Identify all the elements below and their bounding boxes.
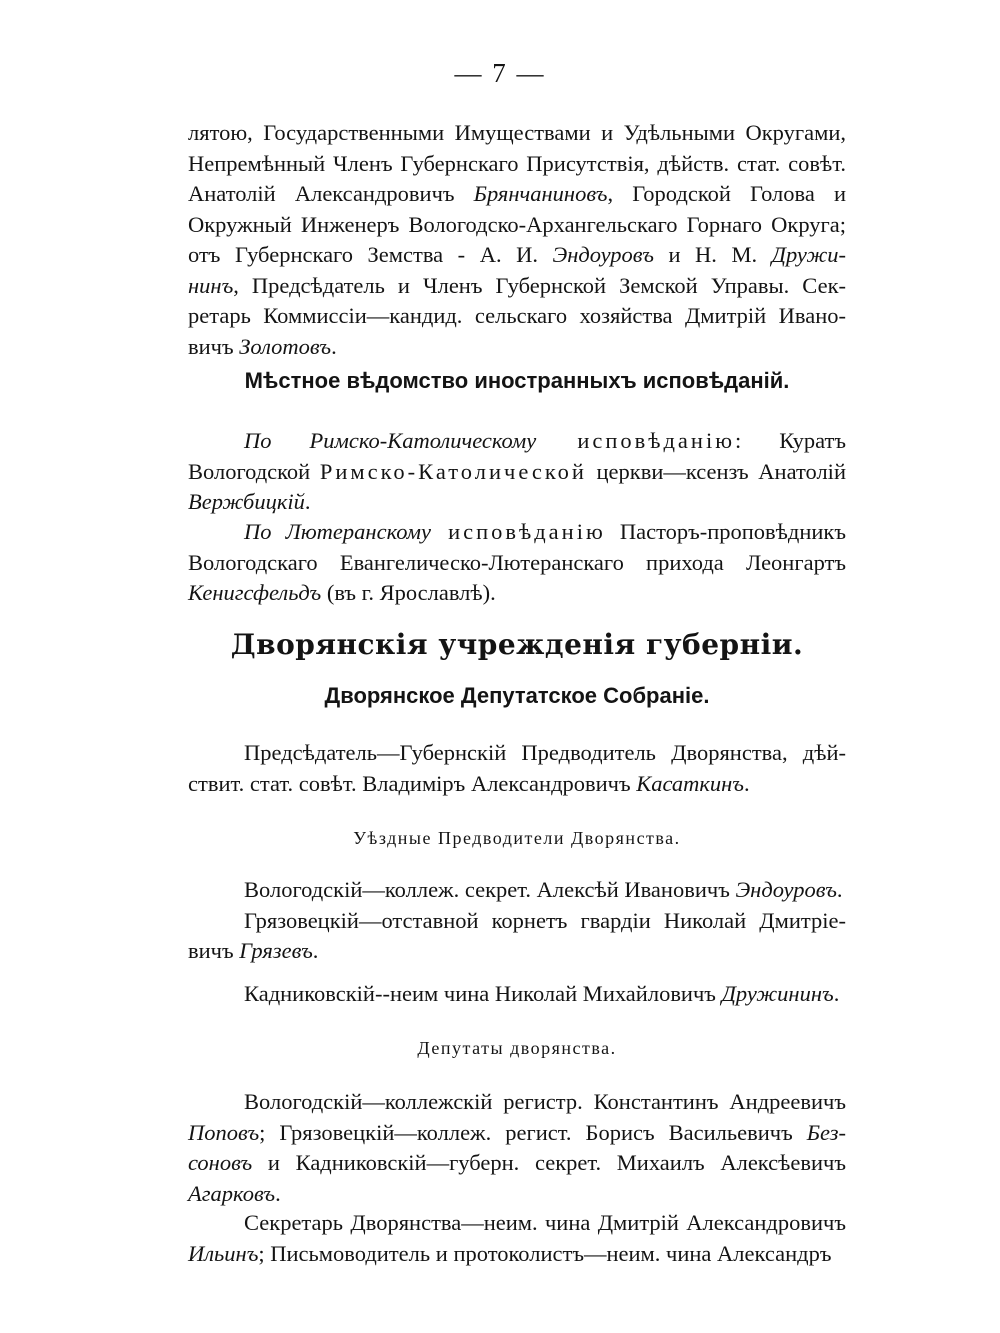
text-line: лятою, Государственными Имуществами и Удѣльными Округами, <box>188 120 846 145</box>
text-span: Пасторъ-проповѣдникъ Вологодскаго Евангелическо-Лютеранскаго прихода Леонгартъ <box>188 519 846 575</box>
text-line: . <box>331 333 337 359</box>
text-span: Кадниковскій--неим чина Николай Михайловичъ <box>244 980 722 1006</box>
page-number: — 7 — <box>454 58 546 88</box>
deputies-paragraph <box>188 1087 846 1209</box>
text-span: Грязовецкій—отставной корнетъ гвардіи Николай Дмитріе-вичъ <box>188 907 846 963</box>
text-span: ; Грязовецкій—коллеж. регист. Борисъ Васильевичъ <box>259 1119 807 1145</box>
surname: нинъ <box>188 272 234 298</box>
text-span: Предсѣдатель—Губернскій Предводитель Дворянства, дѣй-ствит. стат. совѣт. Владиміръ Александровичъ <box>188 740 846 796</box>
chairman-paragraph <box>188 738 846 799</box>
lutheran-paragraph <box>188 517 846 609</box>
text-span: : Куратъ Вологодской <box>188 428 846 484</box>
text-span: . <box>312 938 319 963</box>
text-span: . <box>275 1180 281 1206</box>
text-span: исповѣданію <box>536 428 736 453</box>
marshals-list <box>188 875 846 1009</box>
text-line: Анатолій Александровичъ <box>188 181 474 206</box>
text-span: церкви—ксензъ Анатолій <box>586 458 846 484</box>
text-line: отъ Губернскаго Земства - А. И. <box>188 242 553 267</box>
surname: Дружи- <box>771 242 846 267</box>
list-item <box>188 906 846 967</box>
catholic-paragraph <box>188 426 846 518</box>
surname: Агарковъ <box>188 1180 276 1206</box>
text-span: (въ г. Ярославлѣ). <box>321 580 496 605</box>
surname: Без- <box>806 1119 846 1145</box>
surname: Вержбицкій <box>188 489 305 514</box>
text-span: . <box>836 877 843 902</box>
confession-name: По Лютеранскому <box>244 519 431 544</box>
section-heading-nobility-institutions: Дворянскія учрежденія губерніи. <box>230 628 804 661</box>
text-line: Непремѣнный Членъ Губернскаго Присутствія, дѣйств. стат. совѣт. <box>188 150 846 176</box>
list-item <box>188 875 846 906</box>
section-heading-deputy-assembly: Дворянское Депутатское Собраніе. <box>324 683 710 708</box>
text-line: и Н. М. <box>653 242 772 267</box>
surname: Эндоуровъ <box>552 242 654 267</box>
surname: Золотовъ <box>239 333 332 359</box>
surname: Кенигсфельдъ <box>188 580 322 605</box>
section-heading-deputies: Депутаты дворянства. <box>417 1038 617 1058</box>
surname: Касаткинъ <box>636 770 744 796</box>
text-span: и Кадниковскій—губерн. секрет. Михаилъ Алексѣевичъ <box>252 1150 846 1175</box>
confession-name: По Римско-Католическому <box>244 428 537 453</box>
surname: Дружининъ <box>721 980 834 1006</box>
text-line: , Городской Голова и <box>607 181 846 206</box>
surname: Ильинъ <box>188 1240 259 1266</box>
text-span: Римско-Католической <box>319 458 587 484</box>
text-span: Секретарь Дворянства—неим. чина Дмитрій Александровичъ <box>244 1210 846 1235</box>
section-heading-foreign-confessions: Мѣстное вѣдомство иностранныхъ исповѣданій. <box>244 368 790 393</box>
text-line: Окружный Инженеръ Вологодско-Архангельскаго Горнаго Округа; <box>188 211 846 237</box>
surname: Брянчаниновъ <box>473 181 608 206</box>
list-item <box>188 979 846 1010</box>
text-span: . <box>743 770 750 796</box>
surname: Грязевъ <box>239 938 313 963</box>
secretary-paragraph <box>188 1208 846 1269</box>
surname: Поповъ <box>188 1119 260 1145</box>
text-line: , Предсѣдатель и Членъ Губернской Земской Управы. Сек- <box>233 272 846 298</box>
text-span: ; Письмоводитель и протоколистъ—неим. чина Александръ <box>258 1240 832 1266</box>
text-line: вичъ <box>188 333 240 359</box>
text-span: . <box>833 980 840 1006</box>
commission-paragraph <box>188 118 846 362</box>
surname: Эндоуровъ <box>735 877 837 902</box>
surname: соновъ <box>188 1150 253 1175</box>
text-span: . <box>304 489 311 514</box>
text-line: ретарь Коммиссіи—кандид. сельскаго хозяйства Дмитрій Ивано- <box>188 303 846 328</box>
text-span: исповѣданію <box>430 519 606 544</box>
text-span: Вологодскій—коллеж. секрет. Алексѣй Ивановичъ <box>244 877 736 902</box>
text-span: Вологодскій—коллежскій регистр. Константинъ Андреевичъ <box>244 1089 846 1114</box>
section-heading-district-marshals: Уѣздные Предводители Дворянства. <box>353 828 681 848</box>
